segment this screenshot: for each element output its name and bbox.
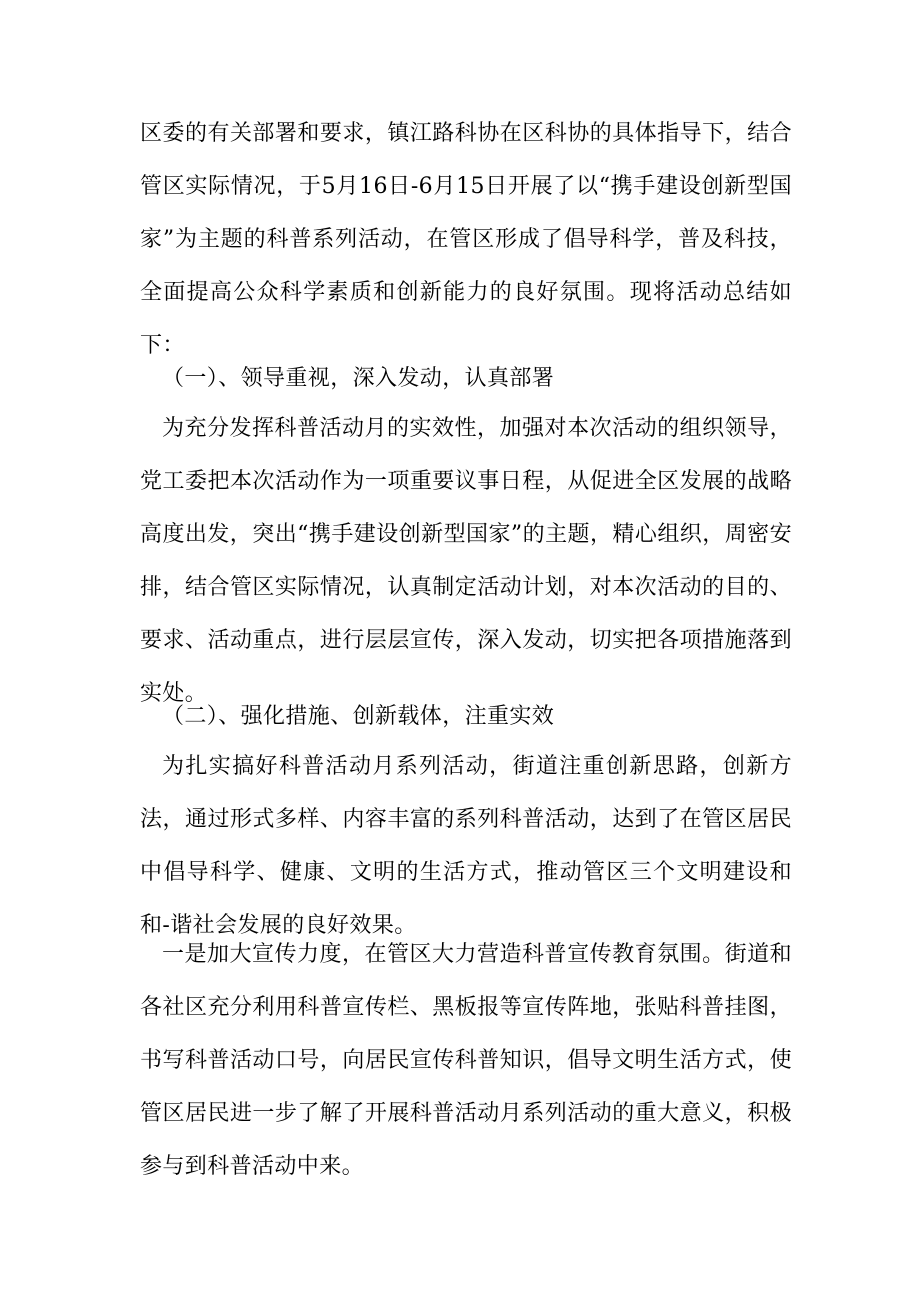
- section-2-heading: （二）、强化措施、创新载体，注重实效: [162, 704, 555, 729]
- section-2-item-1: 一是加大宣传力度，在管区大力营造科普宣传教育氛围。街道和各社区充分利用科普宣传栏、黑板报等宣传阵地，张贴科普挂图，书写科普活动口号，向居民宣传科普知识，倡导文明生活方式，使管区居民进一步了解了开展科普活动月系列活动的重大意义，积极参与到科普活动中来。: [140, 942, 792, 1179]
- section-1-heading: （一）、领导重视，深入发动，认真部署: [162, 366, 555, 391]
- section-2-body: 为扎实搞好科普活动月系列活动，街道注重创新思路，创新方法，通过形式多样、内容丰富的系列科普活动，达到了在管区居民中倡导科学、健康、文明的生活方式，推动管区三个文明建设和和-谐社会发展的良好效果。: [140, 754, 792, 938]
- section-1-body: 为充分发挥科普活动月的实效性，加强对本次活动的组织领导，党工委把本次活动作为一项重要议事日程，从促进全区发展的战略高度出发，突出“携手建设创新型国家”的主题，精心组织，周密安排，结合管区实际情况，认真制定活动计划，对本次活动的目的、要求、活动重点，进行层层宣传，深入发动，切实把各项措施落到实处。: [140, 416, 792, 706]
- intro-paragraph: 区委的有关部署和要求，镇江路科协在区科协的具体指导下，结合管区实际情况，于5月16日-6月15日开展了以“携手建设创新型国家”为主题的科普系列活动，在管区形成了倡导科学，普及科技，全面提高公众科学素质和创新能力的良好氛围。现将活动总结如下：: [140, 121, 792, 358]
